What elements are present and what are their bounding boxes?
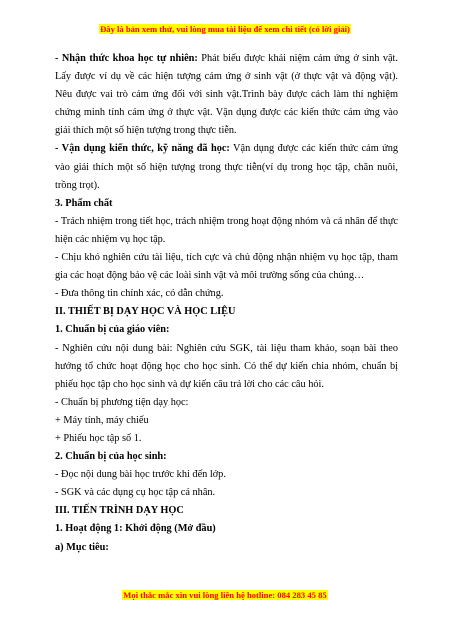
paragraph-read-lesson: - Đọc nội dung bài học trước khi đến lớp.: [55, 469, 226, 481]
list-item-computer: + Máy tính, máy chiếu: [55, 414, 149, 426]
heading-activity-1: 1. Hoạt động 1: Khởi động (Mở đầu): [55, 523, 216, 535]
top-banner: [0, 24, 450, 34]
paragraph-research: - Nghiên cứu nội dung bài: Nghiên cứu SGK, tài liệu tham khảo, soạn bài theo hướng tổ chức hoạt động học cho học sinh. Có thể dự kiến chia nhóm, chuẩn bị phiếu học tập cho học sinh và dự kiến câu trả lời cho các câu hỏi.: [55, 342, 398, 390]
paragraph-apply-knowledge: [55, 140, 398, 194]
paragraph-natural-science: [55, 50, 398, 140]
paragraph-diligence: - Chịu khó nghiên cứu tài liệu, tích cực và chủ động nhận nhiệm vụ học tập, tham gia các hoạt động bảo vệ các loài sinh vật và môi trường sống của chúng…: [55, 252, 398, 282]
heading-section-3: III. TIẾN TRÌNH DẠY HỌC: [55, 505, 184, 517]
heading-qualities: 3. Phẩm chất: [55, 197, 113, 209]
heading-goal: a) Mục tiêu:: [55, 541, 109, 553]
top-banner-text: Đây là bản xem thử, vui lòng mua tài liệu để xem chi tiết (có lời giải): [100, 24, 350, 34]
bottom-banner: [0, 590, 450, 600]
bottom-banner-text: Mọi thắc mắc xin vui lòng liên hệ hotline: 084 283 45 85: [123, 590, 327, 600]
paragraph-teaching-aids: - Chuẩn bị phương tiện dạy học:: [55, 396, 189, 408]
label-natural-science: - Nhận thức khoa học tự nhiên:: [55, 53, 198, 64]
label-apply-knowledge: - Vận dụng kiến thức, kỹ năng đã học:: [55, 143, 230, 155]
heading-student-prep: 2. Chuẩn bị của học sinh:: [55, 451, 167, 463]
text-apply-knowledge: Vận dụng được các kiến thức cảm ứng vào giải thích một số hiện tượng trong thực tiễn(ví dụ trong học tập, chăn nuôi, trồng trọt).: [55, 143, 398, 191]
document-body: [55, 50, 398, 557]
paragraph-accuracy: - Đưa thông tin chính xác, có dẫn chứng.: [55, 288, 224, 300]
paragraph-responsibility: - Trách nhiệm trong tiết học, trách nhiệm trong hoạt động nhóm và cá nhân để thực hiện các nhiệm vụ học tập.: [55, 215, 398, 245]
heading-teacher-prep: 1. Chuẩn bị của giáo viên:: [55, 324, 170, 336]
paragraph-textbook: - SGK và các dụng cụ học tập cá nhân.: [55, 487, 216, 499]
heading-section-2: II. THIẾT BỊ DẠY HỌC VÀ HỌC LIỆU: [55, 306, 236, 318]
text-natural-science: Phát biểu được khái niệm cảm ứng ở sinh vật. Lấy được ví dụ về các hiện tượng cảm ứng ở sinh vật (ở thực vật và động vật). Nêu được vai trò cảm ứng đối với sinh vật.Trình bày được cách làm thí nghiệm chứng minh tính cảm ứng ở thực vật. Vận dụng được các kiến thức cảm ứng vào giải thích một số hiện tượng trong thực tiễn.: [55, 53, 398, 137]
list-item-worksheet: + Phiếu học tập số 1.: [55, 432, 142, 444]
